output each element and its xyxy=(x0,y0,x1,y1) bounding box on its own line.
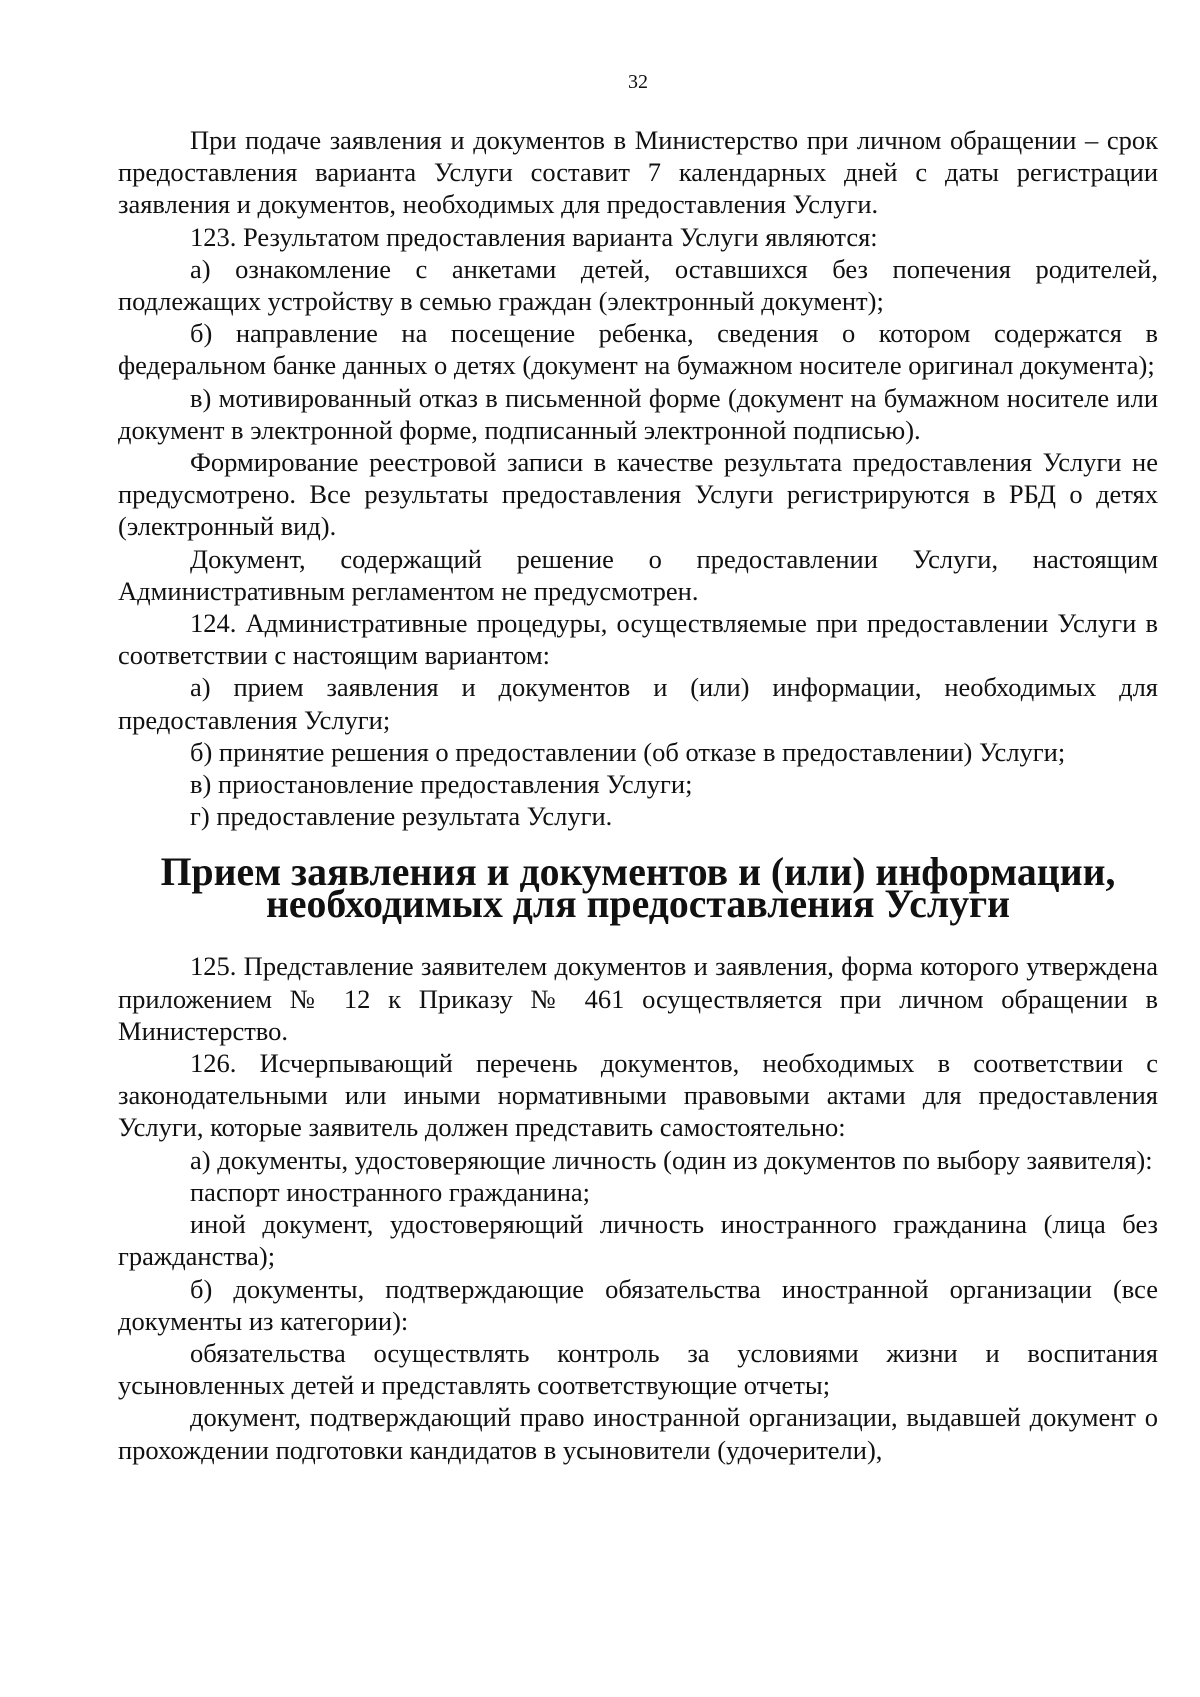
paragraph-other-id: иной документ, удостоверяющий личность иностранного гражданина (лица без гражданства); xyxy=(118,1209,1158,1272)
paragraph-124-b: б) принятие решения о предоставлении (об отказе в предоставлении) Услуги; xyxy=(190,736,1066,767)
paragraph-124-g: г) предоставление результата Услуги. xyxy=(190,801,613,832)
paragraph-rights-document: документ, подтверждающий право иностранной организации, выдавшей документ о прохождении подготовки кандидатов в усыновители (удочерители), xyxy=(118,1402,1158,1465)
paragraph-124: 124. Административные процедуры, осуществляемые при предоставлении Услуги в соответствии с настоящим вариантом: xyxy=(118,608,1158,671)
paragraph-obligations: обязательства осуществлять контроль за условиями жизни и воспитания усыновленных детей и представлять соответствующие отчеты; xyxy=(118,1337,1158,1401)
page-number: 32 xyxy=(628,71,648,93)
paragraph-registry-record: Формирование реестровой записи в качестве результата предоставления Услуги не предусмотрено. Все результаты предоставления Услуги регистрируются в РБД о детях (электронный вид). xyxy=(118,447,1158,542)
section-heading: Прием заявления и документов и (или) информации, необходимых для предоставления Услуги xyxy=(160,850,1116,927)
paragraph-submission-term: При подаче заявления и документов в Министерство при личном обращении – срок предоставления варианта Услуги составит 7 календарных дней с даты регистрации заявления и документов, необходимых для предоставления Услуги. xyxy=(118,125,1158,220)
paragraph-123-a: а) ознакомление с анкетами детей, оставшихся без попечения родителей, подлежащих устройству в семью граждан (электронный документ); xyxy=(118,253,1158,317)
paragraph-123: 123. Результатом предоставления варианта Услуги являются: xyxy=(190,221,878,252)
paragraph-decision-document: Документ, содержащий решение о предоставлении Услуги, настоящим Административным регламентом не предусмотрен. xyxy=(118,543,1158,606)
paragraph-124-v: в) приостановление предоставления Услуги; xyxy=(190,769,693,800)
paragraph-123-b: б) направление на посещение ребенка, сведения о котором содержатся в федеральном банке данных о детях (документ на бумажном носителе оригинал документа); xyxy=(118,318,1158,381)
paragraph-126-a: а) документы, удостоверяющие личность (один из документов по выбору заявителя): xyxy=(190,1144,1153,1175)
document-page xyxy=(118,70,1158,1466)
paragraph-123-v: в) мотивированный отказ в письменной форме (документ на бумажном носителе или документ в электронной форме, подписанный электронной подписью). xyxy=(118,382,1158,445)
paragraph-passport: паспорт иностранного гражданина; xyxy=(190,1176,590,1207)
paragraph-124-a: а) прием заявления и документов и (или) информации, необходимых для предоставления Услуги; xyxy=(118,672,1158,735)
paragraph-126-b: б) документы, подтверждающие обязательства иностранной организации (все документы из категории): xyxy=(118,1273,1158,1336)
paragraph-125: 125. Представление заявителем документов и заявления, форма которого утверждена приложением № 12 к Приказу № 461 осуществляется при личном обращении в Министерство. xyxy=(118,951,1158,1046)
paragraph-126: 126. Исчерпывающий перечень документов, необходимых в соответствии с законодательными или иными нормативными правовыми актами для предоставления Услуги, которые заявитель должен представить самостоятельно: xyxy=(118,1048,1158,1143)
